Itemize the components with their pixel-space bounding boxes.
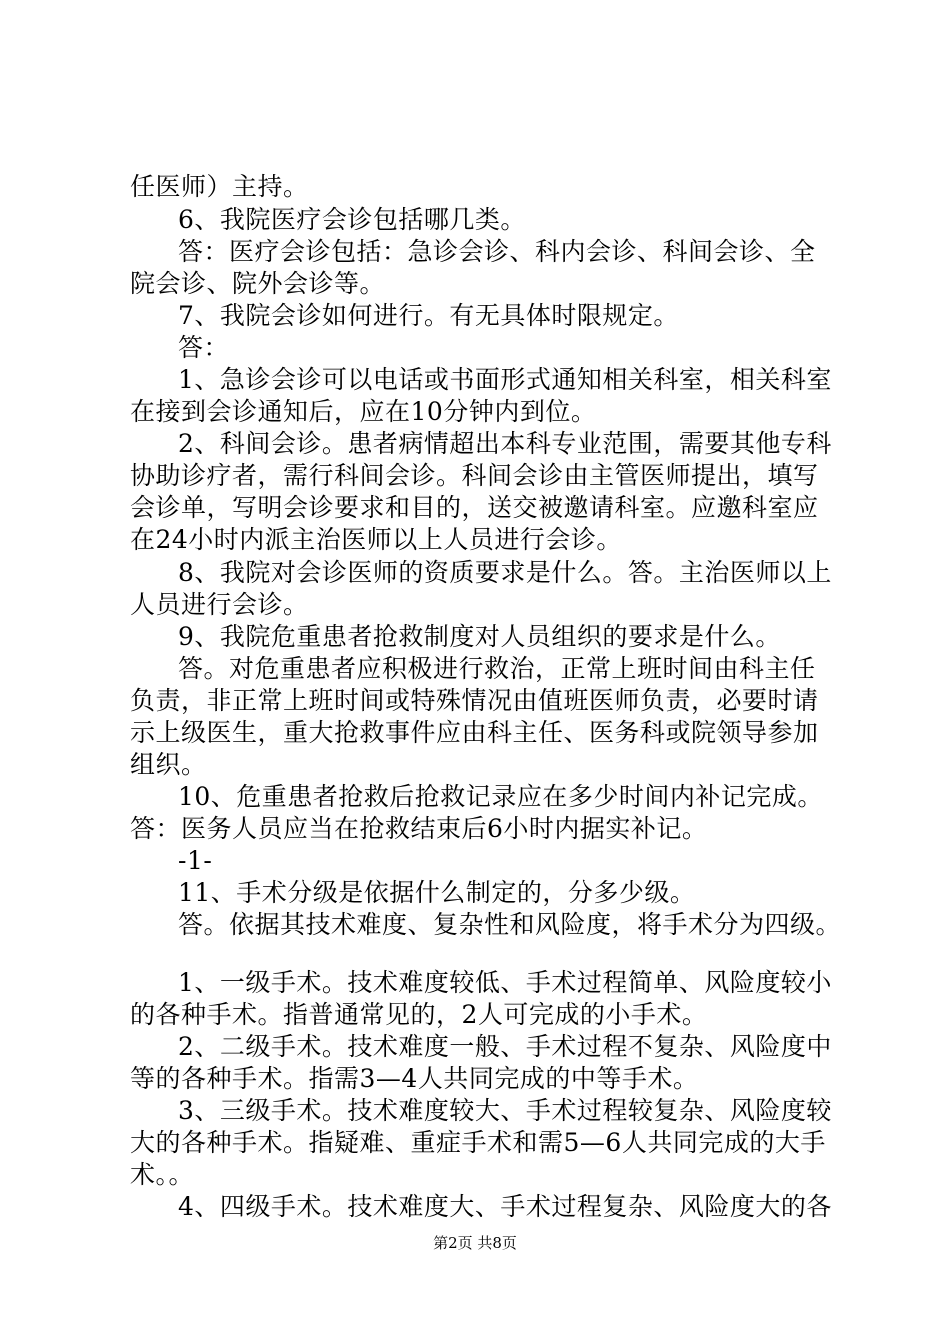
text-line: 协助诊疗者，需行科间会诊。科间会诊由主管医师提出，填写: [130, 461, 819, 490]
text-line: 在接到会诊通知后，应在10分钟内到位。: [130, 397, 597, 426]
text-line: 答：医疗会诊包括：急诊会诊、科内会诊、科间会诊、全: [178, 237, 816, 266]
text-line: 10、危重患者抢救后抢救记录应在多少时间内补记完成。: [178, 782, 823, 811]
page-number-marker: -1-: [178, 846, 213, 875]
text-line: 答。对危重患者应积极进行救治，正常上班时间由科主任: [178, 654, 816, 683]
text-line: 的各种手术。指普通常见的，2人可完成的小手术。: [130, 1000, 708, 1029]
text-line: 3、三级手术。技术难度较大、手术过程较复杂、风险度较: [178, 1096, 832, 1125]
text-line: 4、四级手术。技术难度大、手术过程复杂、风险度大的各: [178, 1192, 832, 1221]
text-line: 答。依据其技术难度、复杂性和风险度，将手术分为四级。: [178, 910, 842, 939]
text-line: 答：: [178, 333, 230, 362]
page-footer: 第2页 共8页: [433, 1234, 517, 1252]
text-line: 大的各种手术。指疑难、重症手术和需5—6人共同完成的大手: [130, 1128, 826, 1157]
text-line: 1、急诊会诊可以电话或书面形式通知相关科室，相关科室: [178, 365, 832, 394]
text-line: 2、二级手术。技术难度一般、手术过程不复杂、风险度中: [178, 1032, 832, 1061]
text-line: 人员进行会诊。: [130, 590, 309, 619]
text-line: 1、一级手术。技术难度较低、手术过程简单、风险度较小: [178, 968, 832, 997]
text-line: 示上级医生，重大抢救事件应由科主任、医务科或院领导参加: [130, 718, 819, 747]
text-line: 在24小时内派主治医师以上人员进行会诊。: [130, 525, 622, 554]
text-line: 负责，非正常上班时间或特殊情况由值班医师负责，必要时请: [130, 686, 819, 715]
text-line: 组织。: [130, 750, 207, 779]
text-line: 6、我院医疗会诊包括哪几类。: [178, 205, 526, 234]
text-line: 等的各种手术。指需3—4人共同完成的中等手术。: [130, 1064, 699, 1093]
text-line: 会诊单，写明会诊要求和目的，送交被邀请科室。应邀科室应: [130, 493, 819, 522]
text-line: 任医师）主持。: [130, 172, 309, 201]
text-line: 9、我院危重患者抢救制度对人员组织的要求是什么。: [178, 622, 781, 651]
text-line: 8、我院对会诊医师的资质要求是什么。答。主治医师以上: [178, 558, 832, 587]
text-line: 11、手术分级是依据什么制定的，分多少级。: [178, 878, 696, 907]
text-line: 院会诊、院外会诊等。: [130, 269, 386, 298]
text-line: 术。。: [130, 1160, 195, 1189]
text-line: 2、科间会诊。患者病情超出本科专业范围，需要其他专科: [178, 429, 832, 458]
text-line: 答：医务人员应当在抢救结束后6小时内据实补记。: [130, 814, 708, 843]
text-line: 7、我院会诊如何进行。有无具体时限规定。: [178, 301, 679, 330]
